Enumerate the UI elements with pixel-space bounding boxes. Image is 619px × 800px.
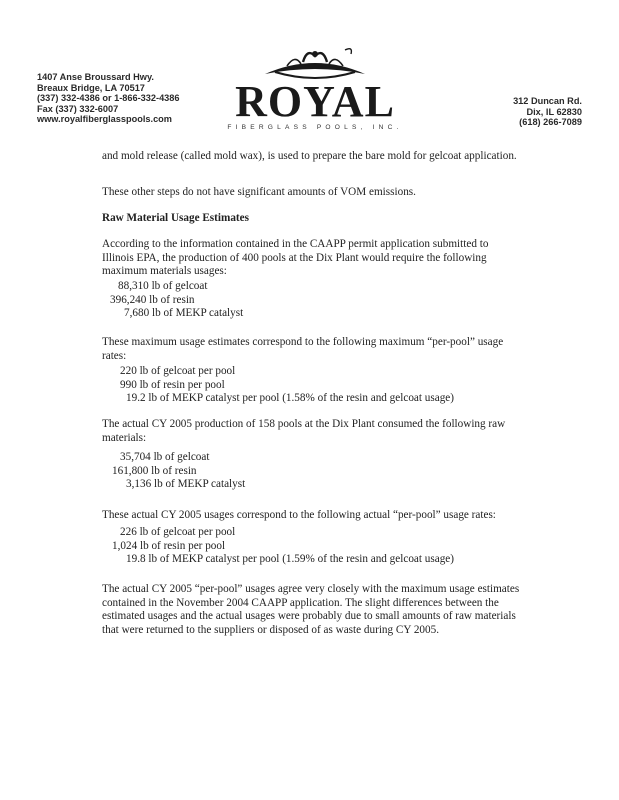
address-line: Dix, IL 62830 [526,106,582,117]
list-item: 7,680 lb of MEKP catalyst [124,307,244,320]
list-item: 88,310 lb of gelcoat [118,280,208,292]
phone-line: (618) 266-7089 [519,117,582,128]
paragraph: These other steps do not have significant amounts of VOM emissions. [102,186,416,198]
list-item: 3,136 lb of MEKP catalyst [126,478,246,491]
address-line: 312 Duncan Rd. [513,96,582,106]
paragraph: and mold release (called mold wax), is used to prepare the bare mold for gelcoat application. [102,150,517,162]
paragraph: The actual CY 2005 production of 158 pools at the Dix Plant consumed the following raw materials: [102,418,506,444]
paragraph: The actual CY 2005 “per-pool” usages agree very closely with the maximum usage estimates contained in the November 2004 CAAPP application. The slight differences between the estimated usages and the actual usages were probably due to small amounts of raw materials that were returned to the suppliers or disposed of as waste during CY 2005. [102,583,520,636]
logo-subtitle: FIBERGLASS POOLS, INC. [227,124,403,131]
list-item: 220 lb of gelcoat per pool [120,365,236,377]
list-item: 1,024 lb of resin per pool [112,539,226,552]
list-item: 990 lb of resin per pool [120,378,225,391]
list-item: 19.8 lb of MEKP catalyst per pool (1.59% of the resin and gelcoat usage) [126,553,454,566]
logo-wordmark: ROYAL [235,77,395,126]
phone-line: (337) 332-4386 or 1-866-332-4386 [37,93,180,104]
paragraph: These maximum usage estimates correspond to the following maximum “per-pool” usage rates: [102,336,504,362]
list-item: 396,240 lb of resin [110,293,195,306]
letterhead-address-left [37,72,180,125]
address-line: Breaux Bridge, LA 70517 [37,82,145,93]
list-item: 35,704 lb of gelcoat [120,451,210,463]
actual-per-pool-list [102,526,454,567]
paragraph: These actual CY 2005 usages correspond to the following actual “per-pool” usage rates: [102,509,496,521]
website-line: www.royalfiberglasspools.com [37,114,172,125]
max-usage-list [102,280,243,321]
company-logo [225,44,405,134]
max-per-pool-list [102,365,454,406]
section-heading: Raw Material Usage Estimates [102,212,249,224]
address-line: 1407 Anse Broussard Hwy. [37,72,154,82]
paragraph: According to the information contained in the CAAPP permit application submitted to Illinois EPA, the production of 400 pools at the Dix Plant would require the following maximum materials usages: [102,238,489,278]
fax-line: Fax (337) 332-6007 [37,103,119,114]
list-item: 226 lb of gelcoat per pool [120,526,236,538]
letterhead-address-right [513,96,582,128]
actual-usage-list [102,451,245,492]
list-item: 161,800 lb of resin [112,464,197,477]
list-item: 19.2 lb of MEKP catalyst per pool (1.58% of the resin and gelcoat usage) [126,392,454,405]
